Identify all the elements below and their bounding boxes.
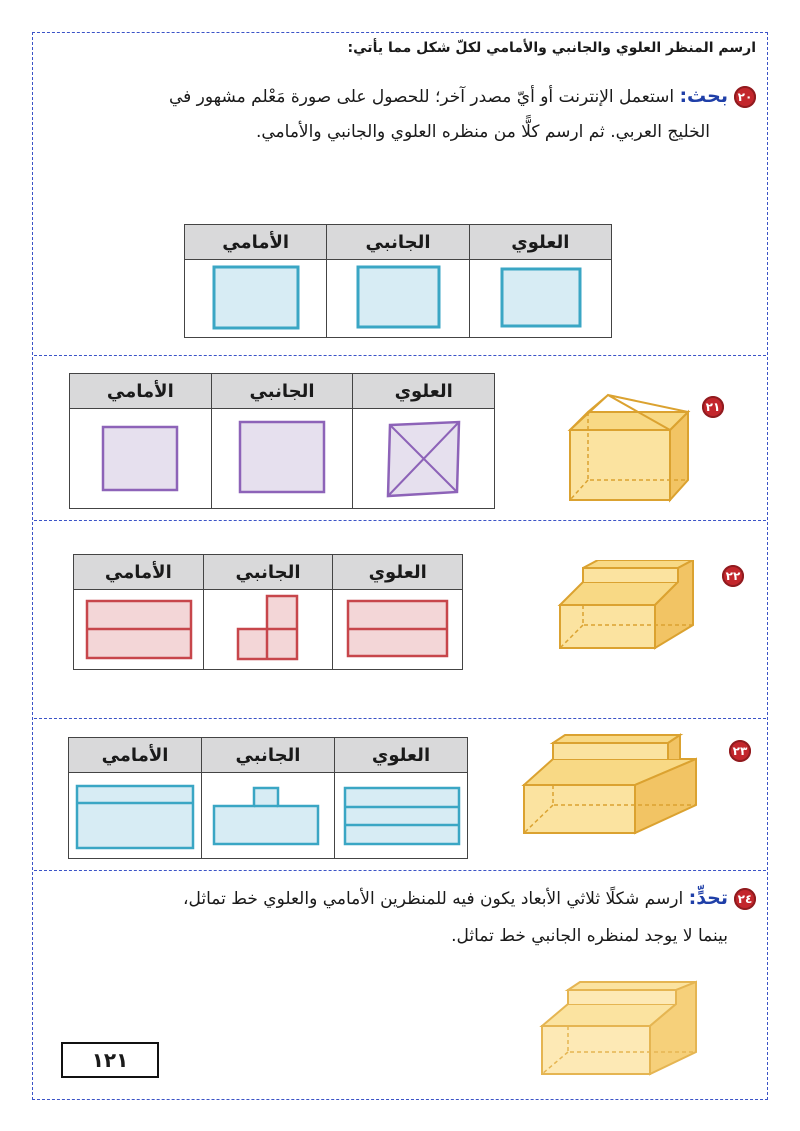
q21-front-view bbox=[70, 409, 212, 509]
q21-side-view bbox=[211, 409, 353, 509]
divider bbox=[34, 520, 766, 521]
q20-line2: الخليج العربي. ثم ارسم كلًّا من منظره العلوي والجانبي والأمامي. bbox=[255, 122, 710, 142]
divider bbox=[34, 355, 766, 356]
q22-views-table bbox=[73, 554, 463, 670]
instruction-text: ارسم المنظر العلوي والجانبي والأمامي لكلّ شكل مما يأتي: bbox=[347, 40, 756, 56]
header-side: الجانبي bbox=[203, 555, 333, 590]
header-front: الأمامي bbox=[185, 225, 327, 260]
header-front: الأمامي bbox=[69, 738, 202, 773]
header-front: الأمامي bbox=[70, 374, 212, 409]
q24-keyword: تحدٍّ: bbox=[688, 887, 728, 909]
q20-number-badge: ٢٠ bbox=[734, 86, 756, 108]
header-side: الجانبي bbox=[211, 374, 353, 409]
q20-text bbox=[56, 82, 756, 111]
q23-views-table bbox=[68, 737, 468, 859]
header-front: الأمامي bbox=[74, 555, 204, 590]
divider bbox=[34, 718, 766, 719]
q20-views-table bbox=[184, 224, 612, 338]
header-side: الجانبي bbox=[327, 225, 469, 260]
q21-top-view bbox=[353, 409, 495, 509]
q20-top-view bbox=[469, 260, 611, 338]
q22-front-view bbox=[74, 590, 204, 670]
q22-side-view bbox=[203, 590, 333, 670]
q21-number-badge: ٢١ bbox=[702, 396, 724, 418]
q24-step-solid bbox=[538, 978, 708, 1078]
q23-number-badge: ٢٣ bbox=[729, 740, 751, 762]
q24-number-badge: ٢٤ bbox=[734, 888, 756, 910]
q20-keyword: بحث: bbox=[679, 85, 728, 107]
q24-line1: ارسم شكلًا ثلاثي الأبعاد يكون فيه للمنظرين الأمامي والعلوي خط تماثل، bbox=[182, 889, 684, 909]
q20-side-view bbox=[327, 260, 469, 338]
q23-step-solid bbox=[520, 733, 720, 838]
page-number: ١٢١ bbox=[61, 1042, 159, 1078]
q23-side-view bbox=[202, 773, 335, 859]
header-top: العلوي bbox=[333, 555, 463, 590]
q20-line1: استعمل الإنترنت أو أيّ مصدر آخر؛ للحصول على صورة مَعْلم مشهور في bbox=[168, 87, 675, 107]
q23-front-view bbox=[69, 773, 202, 859]
header-side: الجانبي bbox=[202, 738, 335, 773]
q24-text bbox=[56, 884, 756, 913]
q22-number-badge: ٢٢ bbox=[722, 565, 744, 587]
q21-house-solid bbox=[560, 390, 700, 510]
q24-line2: بينما لا يوجد لمنظره الجانبي خط تماثل. bbox=[451, 926, 728, 946]
header-top: العلوي bbox=[335, 738, 468, 773]
q20-front-view bbox=[185, 260, 327, 338]
divider bbox=[34, 870, 766, 871]
q22-step-solid bbox=[555, 560, 705, 655]
q22-top-view bbox=[333, 590, 463, 670]
header-top: العلوي bbox=[469, 225, 611, 260]
q23-top-view bbox=[335, 773, 468, 859]
header-top: العلوي bbox=[353, 374, 495, 409]
q21-views-table bbox=[69, 373, 495, 509]
